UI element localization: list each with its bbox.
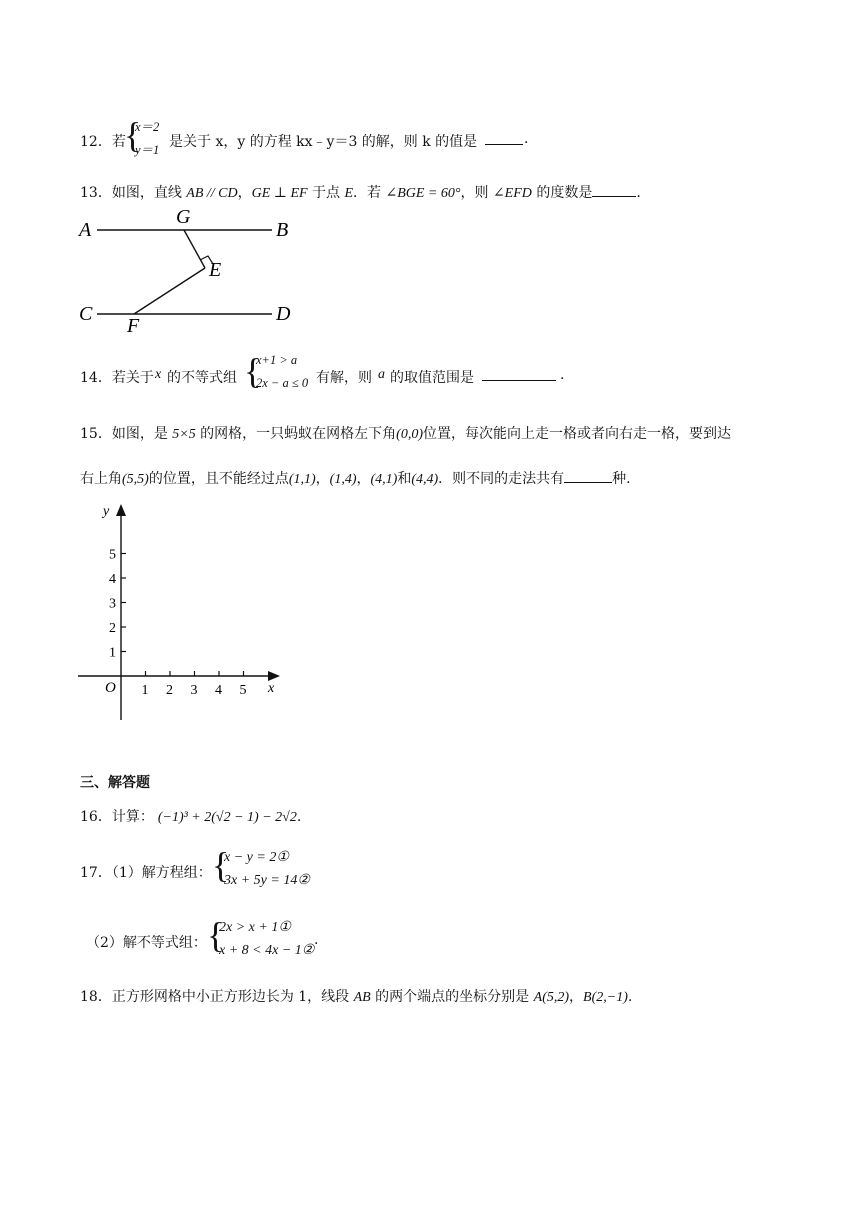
label-c: C bbox=[79, 303, 93, 325]
section-title: 三、解答题 bbox=[80, 775, 150, 791]
label-g: G bbox=[176, 206, 191, 228]
y-tick-label: 3 bbox=[109, 596, 116, 612]
q13-math-e: ∠EFD bbox=[492, 186, 532, 201]
q14-system-line-1: x+1 > a bbox=[256, 353, 298, 367]
q15-line1-math-1: 5×5 bbox=[172, 427, 196, 442]
x-ticks bbox=[142, 671, 247, 698]
q12-system-line-1: x＝2 bbox=[135, 120, 160, 134]
x-tick-label: 4 bbox=[215, 683, 222, 698]
q13-text-c: 于点 bbox=[307, 185, 345, 201]
label-f: F bbox=[127, 315, 140, 335]
q15-coordinate-axes bbox=[75, 500, 290, 725]
q17-part2-end: . bbox=[314, 932, 319, 948]
q15-line2-text-f: ．则不同的走法共有 bbox=[438, 471, 565, 487]
q15-line2-text-g: 种. bbox=[612, 471, 631, 487]
q15-line2-math-4: (4,1) bbox=[370, 472, 398, 487]
q16-expression: (−1)³ + 2(√2 − 1) − 2√2 bbox=[157, 810, 297, 825]
q18-math-a: AB bbox=[353, 990, 371, 1005]
y-axis-label: y bbox=[103, 504, 110, 519]
label-d: D bbox=[276, 303, 291, 325]
question-15-line-1 bbox=[80, 423, 731, 443]
q15-line1-text-a: 15．如图，是 bbox=[80, 426, 173, 442]
q17-part2-brace: { bbox=[207, 915, 225, 955]
q12-text: 是关于 x，y 的方程 kx﹣y＝3 的解，则 k 的值是 bbox=[169, 134, 478, 150]
q14-text-a: 14．若关于 bbox=[80, 370, 154, 386]
q15-line2-text-e: 和 bbox=[397, 471, 412, 487]
q15-line2-math-5: (4,4) bbox=[411, 472, 439, 487]
q13-text-b: ， bbox=[237, 185, 252, 201]
q14-brace: { bbox=[244, 351, 262, 391]
y-ticks bbox=[109, 548, 126, 661]
q16-text: 16．计算： bbox=[80, 809, 154, 825]
x-tick-label: 5 bbox=[239, 683, 247, 698]
x-axis-label: x bbox=[268, 681, 275, 696]
y-axis-arrow bbox=[116, 504, 126, 516]
label-e: E bbox=[209, 259, 222, 281]
q18-text-c: ， bbox=[569, 989, 584, 1005]
q13-parallel-lines-figure bbox=[75, 205, 305, 335]
q12-brace: { bbox=[124, 115, 142, 155]
q13-math-d: ∠BGE = 60° bbox=[385, 186, 461, 201]
q13-answer-blank bbox=[592, 184, 636, 197]
q17-part1-brace: { bbox=[212, 845, 230, 885]
q18-text-a: 18．正方形网格中小正方形边长为 1，线段 bbox=[80, 989, 354, 1005]
q15-line2-math-1: (5,5) bbox=[122, 472, 149, 487]
q13-text-e: ，则 bbox=[460, 185, 493, 201]
q12-end: . bbox=[524, 131, 529, 147]
q18-math-c: B(2,−1) bbox=[583, 990, 628, 1005]
q15-line2-math-2: (1,1) bbox=[288, 472, 316, 487]
q14-text-d: 的取值范围是 bbox=[390, 370, 474, 386]
segment-ge bbox=[184, 230, 205, 268]
x-tick-label: 3 bbox=[190, 683, 198, 698]
q15-line2-text-a: 右上角 bbox=[80, 471, 122, 487]
q15-line1-math-2: (0,0) bbox=[396, 427, 423, 442]
q13-text-f: 的度数是 bbox=[531, 185, 593, 201]
question-18 bbox=[80, 986, 632, 1006]
question-16 bbox=[80, 806, 301, 826]
q14-text-c: 有解，则 bbox=[316, 370, 372, 386]
x-axis-arrow bbox=[268, 671, 280, 681]
question-13 bbox=[80, 182, 641, 202]
origin-label: O bbox=[105, 680, 116, 696]
y-tick-label: 2 bbox=[109, 621, 116, 636]
q17-part2-line-1: 2x > x + 1① bbox=[219, 920, 291, 935]
q14-answer-blank bbox=[482, 368, 556, 381]
q15-line2-math-3: (1,4) bbox=[329, 472, 357, 487]
q12-number: 12．若 bbox=[80, 134, 126, 150]
q15-answer-blank bbox=[564, 470, 612, 483]
q13-end: . bbox=[636, 185, 641, 201]
q15-line1-text-c: 位置，每次能向上走一格或者向右走一格，要到达 bbox=[423, 426, 731, 442]
label-a: A bbox=[79, 219, 92, 241]
q13-math-a: AB // CD bbox=[186, 186, 238, 201]
q16-end: . bbox=[296, 809, 302, 825]
y-tick-label: 4 bbox=[109, 572, 116, 587]
q12-answer-blank bbox=[485, 132, 523, 145]
q15-line2-text-c: ， bbox=[315, 471, 330, 487]
q14-system-line-2: 2x − a ≤ 0 bbox=[256, 376, 309, 390]
q17-part1-line-2: 3x + 5y = 14② bbox=[224, 873, 310, 888]
segment-ef bbox=[134, 268, 205, 314]
q17-part1-line-1: x − y = 2① bbox=[224, 850, 289, 865]
label-b: B bbox=[276, 219, 289, 241]
question-15-line-2 bbox=[80, 468, 631, 488]
q18-end: . bbox=[627, 989, 633, 1005]
q13-text-d: ．若 bbox=[353, 185, 386, 201]
y-tick-label: 1 bbox=[109, 645, 116, 661]
q15-line2-text-b: 的位置，且不能经过点 bbox=[148, 471, 289, 487]
x-tick-label: 2 bbox=[166, 683, 173, 698]
q14-math-c: a bbox=[378, 367, 385, 382]
q14-text-b: 的不等式组 bbox=[167, 370, 237, 386]
q12-system-line-2: y＝1 bbox=[135, 143, 160, 157]
y-tick-label: 5 bbox=[109, 547, 116, 563]
q13-math-b: GE ⊥ EF bbox=[251, 186, 308, 201]
q14-math-a: x bbox=[155, 367, 162, 382]
q18-text-b: 的两个端点的坐标分别是 bbox=[370, 989, 534, 1005]
q17-part2-label: （2）解不等式组： bbox=[86, 935, 207, 951]
q13-text-a: 13．如图，直线 bbox=[80, 185, 187, 201]
q15-line1-text-b: 的网格，一只蚂蚁在网格左下角 bbox=[195, 426, 397, 442]
q18-math-b: A(5,2) bbox=[533, 990, 570, 1005]
x-tick-label: 1 bbox=[141, 683, 149, 698]
q17-part2-line-2: x + 8 < 4x − 1② bbox=[219, 943, 315, 958]
q17-part1-label: 17．（1）解方程组： bbox=[80, 865, 212, 881]
q15-line2-text-d: ， bbox=[356, 471, 371, 487]
q13-math-c: E bbox=[344, 186, 354, 201]
q14-end: . bbox=[560, 367, 565, 383]
